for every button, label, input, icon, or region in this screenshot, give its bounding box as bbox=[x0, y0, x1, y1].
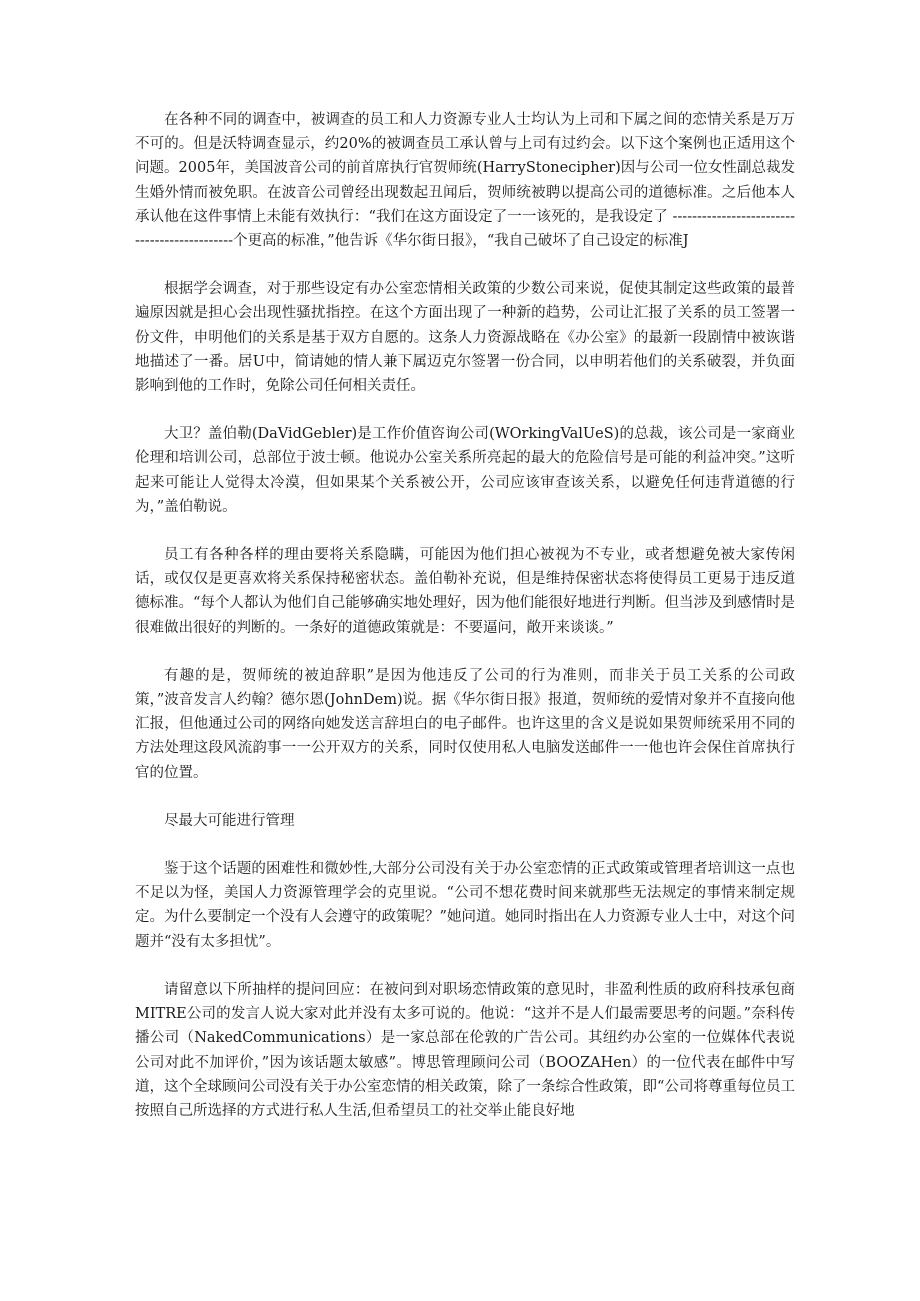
paragraph-responses: 请留意以下所抽样的提问回应：在被问到对职场恋情政策的意见时，非盈利性质的政府科技承包商MITRE公司的发言人说大家对此并没有太多可说的。他说：“这并不是人们最需要思考的问题。”奈科传播公司（NakedCommunications）是一家总部在伦敦的广告公司。其纽约办公室的一位媒体代表说公司对此不加评价，”因为该话题太敏感”。博思管理顾问公司（BOOZAHen）的一位代表在邮件中写道，这个全球顾问公司没有关于办公室恋情的相关政策，除了一条综合性政策，即“公司将尊重每位员工按照自己所选择的方式进行私人生活,但希望员工的社交举止能良好地 bbox=[135, 981, 795, 1119]
paragraph-secrecy: 员工有各种各样的理由要将关系隐瞒，可能因为他们担心被视为不专业，或者想避免被大家传闲话，或仅仅是更喜欢将关系保持秘密状态。盖伯勒补充说，但是维持保密状态将使得员工更易于违反道德标准。“每个人都认为他们自己能够确实地处理好，因为他们能很好地进行判断。但当涉及到感情时是很难做出很好的判断的。一条好的道德政策就是：不要逼问，敞开来谈谈。” bbox=[135, 547, 795, 636]
paragraph-resignation: 有趣的是，贺师统的被迫辞职”是因为他违反了公司的行为准则，而非关于员工关系的公司政策，”波音发言人约翰？德尔恩(JohnDem)说。据《华尔街日报》报道，贺师统的爱情对象并不直接向他汇报，但他通过公司的网络向她发送言辞坦白的电子邮件。也许这里的含义是说如果贺师统采用不同的方法处理这段风流韵事一一公开双方的关系，同时仅使用私人电脑发送邮件一一他也许会保住首席执行官的位置。 bbox=[135, 667, 795, 781]
paragraph-gebler: 大卫？盖伯勒(DaVidGebler)是工作价值咨询公司(WOrkingValUeS)的总裁，该公司是一家商业伦理和培训公司，总部位于波士顿。他说办公室关系所亮起的最大的危险信号是可能的利益冲突。”这听起来可能让人觉得太冷漠，但如果某个关系被公开，公司应该审查该关系，以避免任何违背道德的行为，”盖伯勒说。 bbox=[135, 426, 795, 515]
section-heading: 尽最大可能进行管理 bbox=[164, 812, 295, 829]
paragraph-boeing-case: 在各种不同的调查中，被调查的员工和人力资源专业人士均认为上司和下属之间的恋情关系是万万不可的。但是沃特调查显示，约20%的被调查员工承认曾与上司有过约会。以下这个案例也正适用这个问题。2005年，美国波音公司的前首席执行官贺师统(HarryStonecipher)因与公司一位女性副总裁发生婚外情而被免职。在波音公司曾经出现数起丑闻后，贺师统被聘以提高公司的道德标准。之后他本人承认他在这件事情上未能有效执行：“我们在这方面设定了一一该死的，是我设定了 ---------------------------------------------个更高的标准，”他告诉《华尔街日报》，“我自己破坏了自己设定的标准J bbox=[135, 112, 795, 250]
document-body bbox=[135, 108, 795, 1147]
paragraph-shrm: 鉴于这个话题的困难性和微妙性,大部分公司没有关于办公室恋情的正式政策或管理者培训这一点也不足以为怪，美国人力资源管理学会的克里说。“公司不想花费时间来就那些无法规定的事情来制定规定。为什么要制定一个没有人会遵守的政策呢？”她问道。她同时指出在人力资源专业人士中，对这个问题并“没有太多担忧”。 bbox=[135, 861, 795, 950]
paragraph-harassment-policy: 根据学会调查，对于那些设定有办公室恋情相关政策的少数公司来说，促使其制定这些政策的最普遍原因就是担心会出现性骚扰指控。在这个方面出现了一种新的趋势，公司让汇报了关系的员工签署一份文件，申明他们的关系是基于双方自愿的。这条人力资源战略在《办公室》的最新一段剧情中被诙谐地描述了一番。居U中，简请她的情人兼下属迈克尔签署一份合同，以申明若他们的关系破裂，并负面影响到他的工作时，免除公司任何相关责任。 bbox=[135, 281, 795, 395]
